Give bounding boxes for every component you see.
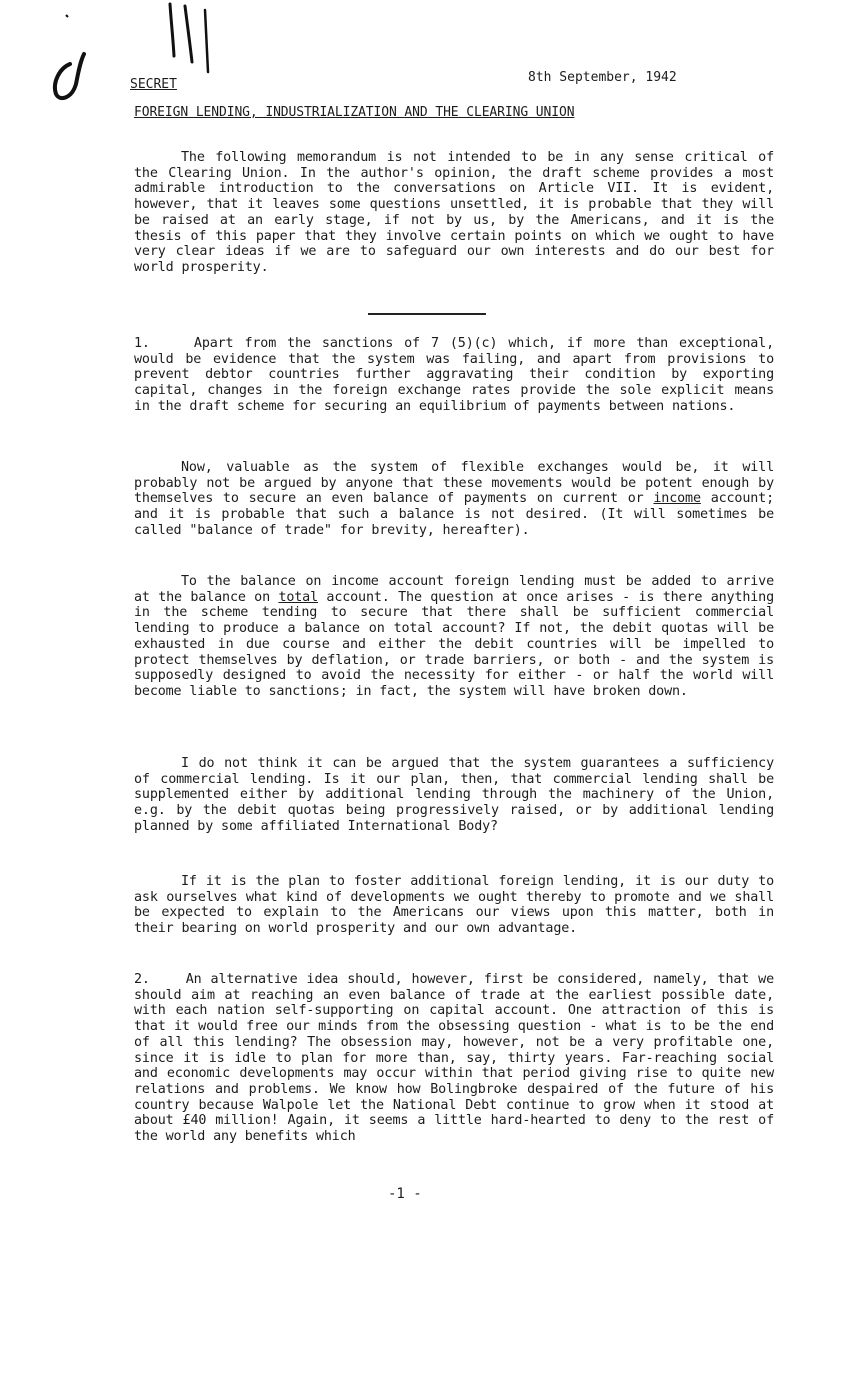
document-date: 8th September, 1942 xyxy=(528,70,677,85)
p2-text-b: account; and it is probable that such a balance is not desired. (It will sometimes be called "balance of trade" for brevity, hereafter). xyxy=(134,491,774,538)
p3-underlined-word: total xyxy=(278,589,318,605)
section-1-paragraph-4: I do not think it can be argued that the system guarantees a sufficiency of commercial lending. Is it our plan, then, that commercial lending shall be supplemented either by additional lending through the machinery of the Union, e.g. by the debit quotas being progressively raised, or by additional lending planned by some affiliated International Body? xyxy=(134,756,774,834)
section-divider xyxy=(368,313,486,315)
section-1-paragraph-5: If it is the plan to foster additional foreign lending, it is our duty to ask ourselves what kind of developments we ought thereby to promote and we shall be expected to explain to the Americans our views upon this matter, both in their bearing on world prosperity and our own advantage. xyxy=(134,874,774,937)
handwritten-marks xyxy=(40,0,230,110)
p3-text-a: To the balance on income account foreign lending must be added to arrive at the balance on xyxy=(134,574,774,605)
section-1-number: 1. xyxy=(134,336,150,351)
section-1-paragraph-1 xyxy=(134,336,774,415)
p2-text-a: Now, valuable as the system of flexible exchanges would be, it will probably not be argued by anyone that these movements would be potent enough by themselves to secure an even balance of payments on current or xyxy=(134,460,774,507)
section-1-paragraph-3 xyxy=(134,574,774,700)
p2-underlined-word: income xyxy=(653,491,701,507)
section-2-p1-text: An alternative idea should, however, first be considered, namely, that we should aim at reaching an even balance of trade at the earliest possible date, with each nation self-supporting on capital account. One attraction of this is that it would free our minds from the obsessing question - what is to be the end of all this lending? The obsession may, however, not be a very profitable one, since it is idle to plan for more than, say, thirty years. Far-reaching social and economic developments may occur within that period giving rise to quite new relations and problems. We know how Bolingbroke despaired of the future of his country because Walpole let the National Debt continue to grow when it stood at about £40 million! Again, it seems a little hard-hearted to deny to the rest of the world any benefits which xyxy=(134,972,774,1145)
section-2-number: 2. xyxy=(134,972,150,987)
document-title: FOREIGN LENDING, INDUSTRIALIZATION AND THE CLEARING UNION xyxy=(134,105,575,120)
section-1-paragraph-2 xyxy=(134,460,774,539)
classification-label: SECRET xyxy=(130,77,177,92)
intro-paragraph: The following memorandum is not intended to be in any sense critical of the Clearing Union. In the author's opinion, the draft scheme provides a most admirable introduction to the conversations on Article VII. It is evident, however, that it leaves some questions unsettled, it is probable that they will be raised at an early stage, if not by us, by the Americans, and it is the thesis of this paper that they involve certain points on which we ought to have very clear ideas if we are to safeguard our own interests and do our best for world prosperity. xyxy=(134,150,774,275)
p3-text-b: account. The question at once arises - is there anything in the scheme tending to secure that there shall be sufficient commercial lending to produce a balance on total account? If not, the debit quotas will be exhausted in due course and either the debit countries will be impelled to protect themselves by deflation, or trade barriers, or both - and the system is supposedly designed to avoid the necessity for either - or half the world will become liable to sanctions; in fact, the system will have broken down. xyxy=(134,589,774,699)
section-2-paragraph-1 xyxy=(134,972,774,1145)
section-1-p1-text: Apart from the sanctions of 7 (5)(c) which, if more than exceptional, would be evidence that the system was failing, and apart from provisions to prevent debtor countries further aggravating their condition by exporting capital, changes in the foreign exchange rates provide the sole explicit means in the draft scheme for securing an equilibrium of payments between nations. xyxy=(134,336,774,414)
page-number: -1 - xyxy=(388,1186,422,1202)
